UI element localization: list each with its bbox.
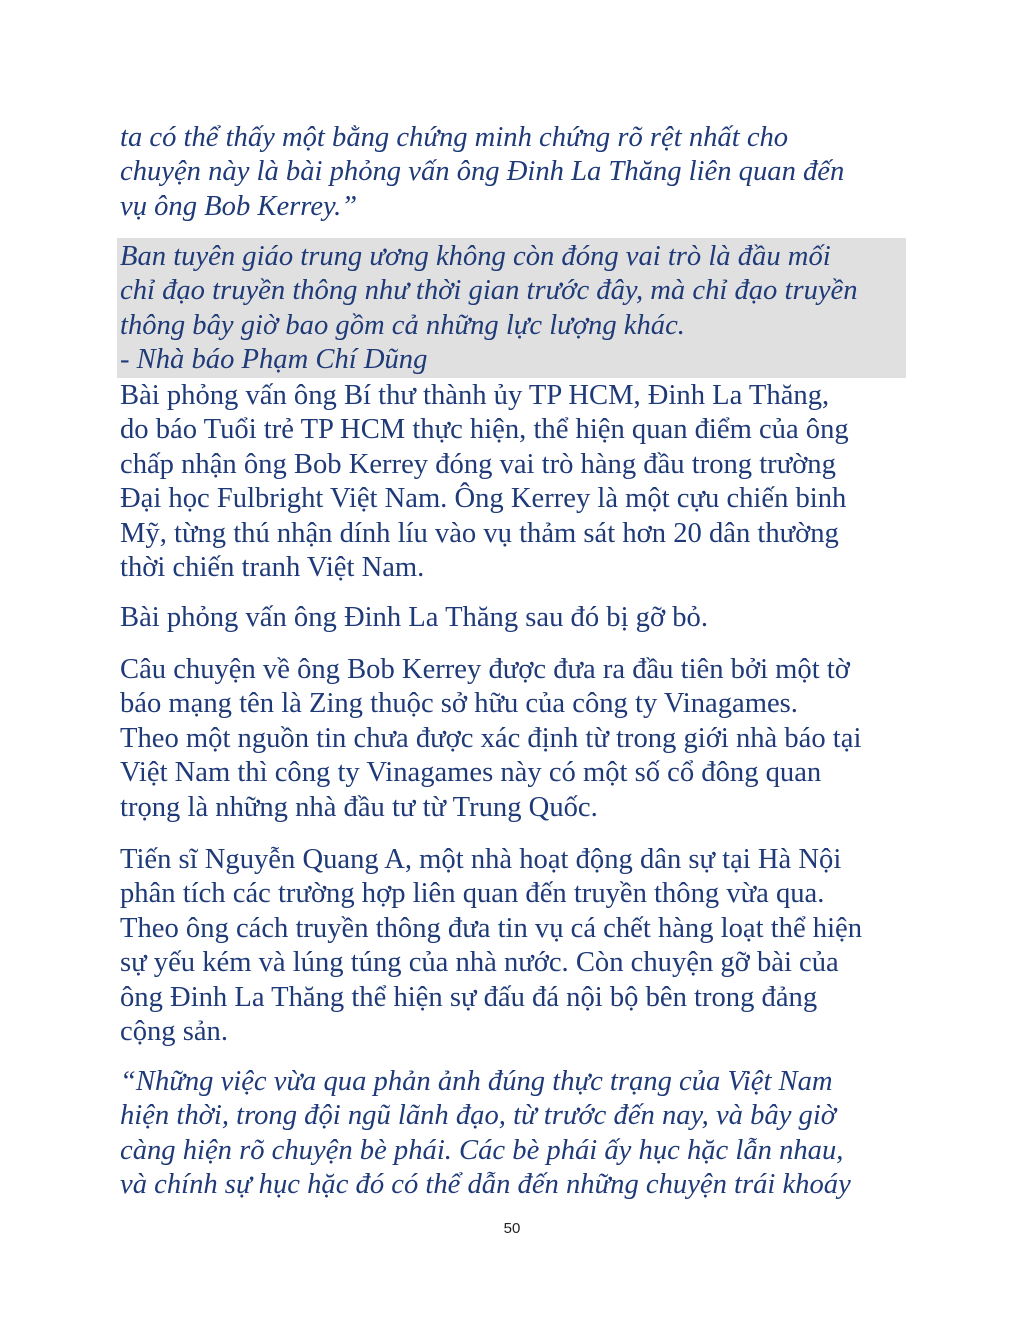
continued-quote-paragraph: ta có thể thấy một bằng chứng minh chứng rõ rệt nhất cho chuyện này là bài phỏng vấn ông Đinh La Thăng liên quan đến vụ ông Bob Kerrey.” xyxy=(120,122,845,222)
pull-quote-attribution: - Nhà báo Phạm Chí Dũng xyxy=(120,344,428,375)
body-paragraph-nguyen-quang-a: Tiến sĩ Nguyễn Quang A, một nhà hoạt động dân sự tại Hà Nội phân tích các trường hợp liên quan đến truyền thông vừa qua. Theo ông cách truyền thông đưa tin vụ cá chết hàng loạt thể hiện sự yếu kém và lúng túng của nhà nước. Còn chuyện gỡ bài của ông Đinh La Thăng thể hiện sự đấu đá nội bộ bên trong đảng cộng sản. xyxy=(120,844,863,1048)
page-number: 50 xyxy=(503,1220,521,1237)
pull-quote-box xyxy=(117,238,906,378)
body-paragraph-vinagames: Câu chuyện về ông Bob Kerrey được đưa ra đầu tiên bởi một tờ báo mạng tên là Zing thuộc sở hữu của công ty Vinagames. Theo một nguồn tin chưa được xác định từ trong giới nhà báo tại Việt Nam thì công ty Vinagames này có một số cổ đông quan trọng là những nhà đầu tư từ Trung Quốc. xyxy=(120,654,862,823)
body-paragraph-interview: Bài phỏng vấn ông Bí thư thành ủy TP HCM, Đinh La Thăng, do báo Tuổi trẻ TP HCM thực hiện, thể hiện quan điểm của ông chấp nhận ông Bob Kerrey đóng vai trò hàng đầu trong trường Đại học Fulbright Việt Nam. Ông Kerrey là một cựu chiến binh Mỹ, từng thú nhận dính líu vào vụ thảm sát hơn 20 dân thường thời chiến tranh Việt Nam. xyxy=(120,380,849,584)
pull-quote-text: Ban tuyên giáo trung ương không còn đóng vai trò là đầu mối chỉ đạo truyền thông như thời gian trước đây, mà chỉ đạo truyền thông bây giờ bao gồm cả những lực lượng khác. xyxy=(120,241,858,341)
closing-quote-paragraph: “Những việc vừa qua phản ảnh đúng thực trạng của Việt Nam hiện thời, trong đội ngũ lãnh đạo, từ trước đến nay, và bây giờ càng hiện rõ chuyện bè phái. Các bè phái ấy hục hặc lẫn nhau, và chính sự hục hặc đó có thể dẫn đến những chuyện trái khoáy xyxy=(120,1066,851,1201)
body-paragraph-removed: Bài phỏng vấn ông Đinh La Thăng sau đó bị gỡ bỏ. xyxy=(120,602,708,633)
